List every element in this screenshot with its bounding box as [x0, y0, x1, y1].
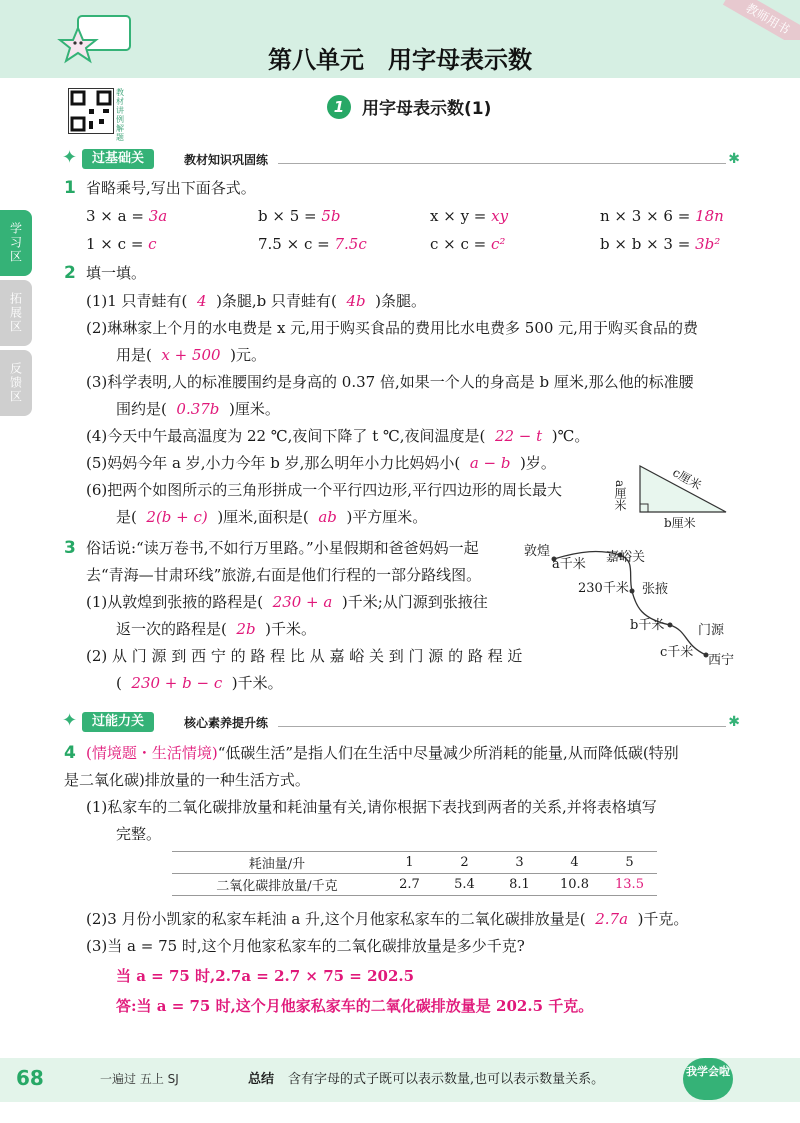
map-seg-b: b千米 [630, 618, 665, 633]
sparkle-icon: ✦ [62, 147, 78, 168]
question-number: 2 [64, 263, 76, 283]
fill-line: (1)1 只青蛙有( 4 )条腿,b 只青蛙有( 4b )条腿。 [86, 292, 427, 310]
table-answer-cell: 13.5 [602, 874, 657, 896]
table-row [172, 874, 657, 896]
fill-line: 用是( x + 500 )元。 [116, 346, 267, 364]
map-jiayuguan: 嘉峪关 [606, 550, 646, 565]
lesson-title: 用字母表示数(1) [362, 99, 492, 119]
fill-line: (2)琳琳家上个月的水电费是 x 元,用于购买食品的费用比水电费多 500 元,用于购买食品的费 [86, 319, 698, 337]
fill-line: (3)科学表明,人的标准腰围约是身高的 0.37 倍,如果一个人的身高是 b 厘米,那么他的标准腰 [86, 373, 694, 391]
text-line: (情境题・生活情境)“低碳生活”是指人们在生活中尽量减少所消耗的能量,从而降低碳(特别 [86, 744, 679, 762]
map-dunhuang: 敦煌 [524, 544, 551, 559]
table-header-cell: 二氧化碳排放量/千克 [172, 874, 382, 896]
solution-line: 当 a = 75 时,2.7a = 2.7 × 75 = 202.5 [116, 967, 415, 985]
star-icon: ✱ [728, 714, 740, 730]
table-cell: 4 [547, 852, 602, 874]
qr-code-icon[interactable] [68, 88, 114, 134]
expr-item: n × 3 × 6 = 18n [600, 207, 724, 225]
expr-item: c × c = c² [430, 235, 506, 253]
side-tabs [0, 210, 32, 420]
fill-line: (4)今天中午最高温度为 22 ℃,夜间下降了 t ℃,夜间温度是( 22 − t )℃。 [86, 427, 590, 445]
section-tag: 过能力关 [82, 712, 154, 732]
table-cell: 5.4 [437, 874, 492, 896]
i-learned-button[interactable]: 我学会啦 [683, 1058, 733, 1100]
side-tab-feedback[interactable]: 反馈区 [0, 350, 32, 416]
expr-item: 7.5 × c = 7.5c [258, 235, 367, 253]
question-prompt: 填一填。 [86, 264, 147, 282]
divider [278, 163, 726, 164]
side-tab-study[interactable]: 学习区 [0, 210, 32, 276]
unit-title: 第八单元 用字母表示数 [268, 46, 532, 74]
table-cell: 2.7 [382, 874, 437, 896]
table-cell: 2 [437, 852, 492, 874]
table-header-cell: 耗油量/升 [172, 852, 382, 874]
fill-line: 围约是( 0.37b )厘米。 [116, 400, 280, 418]
triangle-bottom-label: b厘米 [664, 516, 696, 530]
expr-item: b × 5 = 5b [258, 207, 341, 225]
side-tab-extend[interactable]: 拓展区 [0, 280, 32, 346]
question-number: 1 [64, 178, 76, 198]
text-line: (1)私家车的二氧化碳排放量和耗油量有关,请你根据下表找到两者的关系,并将表格填写 [86, 798, 657, 816]
section-tag: 过基础关 [82, 149, 154, 169]
divider [278, 726, 726, 727]
table-cell: 8.1 [492, 874, 547, 896]
star-icon: ✱ [728, 151, 740, 167]
text-line: 去“青海—甘肃环线”旅游,右面是他们行程的一部分路线图。 [86, 566, 482, 584]
qr-label: 教材讲例解题 [116, 88, 124, 142]
summary: 总结 含有字母的式子既可以表示数量,也可以表示数量关系。 [248, 1072, 605, 1087]
fill-line: (1)从敦煌到张掖的路程是( 230 + a )千米;从门源到张掖往 [86, 593, 488, 611]
fill-line: (2) 从 门 源 到 西 宁 的 路 程 比 从 嘉 峪 关 到 门 源 的 路 程 近 [86, 647, 523, 665]
section-basic [62, 147, 740, 171]
sparkle-icon: ✦ [62, 710, 78, 731]
table-cell: 3 [492, 852, 547, 874]
map-menyuan: 门源 [698, 623, 725, 638]
fill-line: 返一次的路程是( 2b )千米。 [116, 620, 316, 638]
emission-table [172, 851, 657, 896]
section-subtitle: 教材知识巩固练 [184, 153, 269, 167]
table-row [172, 852, 657, 874]
map-zhangye: 张掖 [642, 582, 669, 597]
series-label: 一遍过 五上 SJ [100, 1072, 179, 1086]
corner-badge: 教师用书 [710, 0, 800, 40]
lesson-number: 1 [327, 95, 351, 119]
solution-answer: 答:当 a = 75 时,这个月他家私家车的二氧化碳排放量是 202.5 千克。 [116, 997, 594, 1015]
text-line: 完整。 [116, 825, 162, 843]
expr-item: x × y = xy [430, 207, 509, 225]
map-seg-c: c千米 [660, 645, 694, 660]
map-xining: 西宁 [708, 653, 735, 668]
table-cell: 1 [382, 852, 437, 874]
text-line: (3)当 a = 75 时,这个月他家私家车的二氧化碳排放量是多少千克? [86, 937, 525, 955]
triangle-left-label: a厘米 [613, 480, 627, 512]
question-number: 3 [64, 538, 76, 558]
triangle-hyp-label: c厘米 [670, 465, 704, 493]
fill-line: (2)3 月份小凯家的私家车耗油 a 升,这个月他家私家车的二氧化碳排放量是( 2.7a )千克。 [86, 910, 689, 928]
map-seg-230: 230千米 [578, 581, 629, 596]
text-line: 是二氧化碳)排放量的一种生活方式。 [64, 771, 310, 789]
text-line: 俗话说:“读万卷书,不如行万里路。”小星假期和爸爸妈妈一起 [86, 539, 479, 557]
fill-line: (6)把两个如图所示的三角形拼成一个平行四边形,平行四边形的周长最大 [86, 481, 563, 499]
fill-line: 是( 2(b + c) )厘米,面积是( ab )平方厘米。 [116, 508, 428, 526]
question-prompt: 省略乘号,写出下面各式。 [86, 179, 256, 197]
question-number: 4 [64, 743, 76, 763]
expr-item: b × b × 3 = 3b² [600, 235, 721, 253]
page-number: 68 [16, 1066, 44, 1090]
table-cell: 5 [602, 852, 657, 874]
fill-line: (5)妈妈今年 a 岁,小力今年 b 岁,那么明年小力比妈妈小( a − b )岁。 [86, 454, 556, 472]
expr-item: 1 × c = c [86, 235, 157, 253]
section-ability [62, 710, 740, 734]
fill-line: ( 230 + b − c )千米。 [116, 674, 283, 692]
map-seg-a: a千米 [552, 557, 586, 572]
table-cell: 10.8 [547, 874, 602, 896]
section-subtitle: 核心素养提升练 [184, 716, 269, 730]
expr-item: 3 × a = 3a [86, 207, 168, 225]
